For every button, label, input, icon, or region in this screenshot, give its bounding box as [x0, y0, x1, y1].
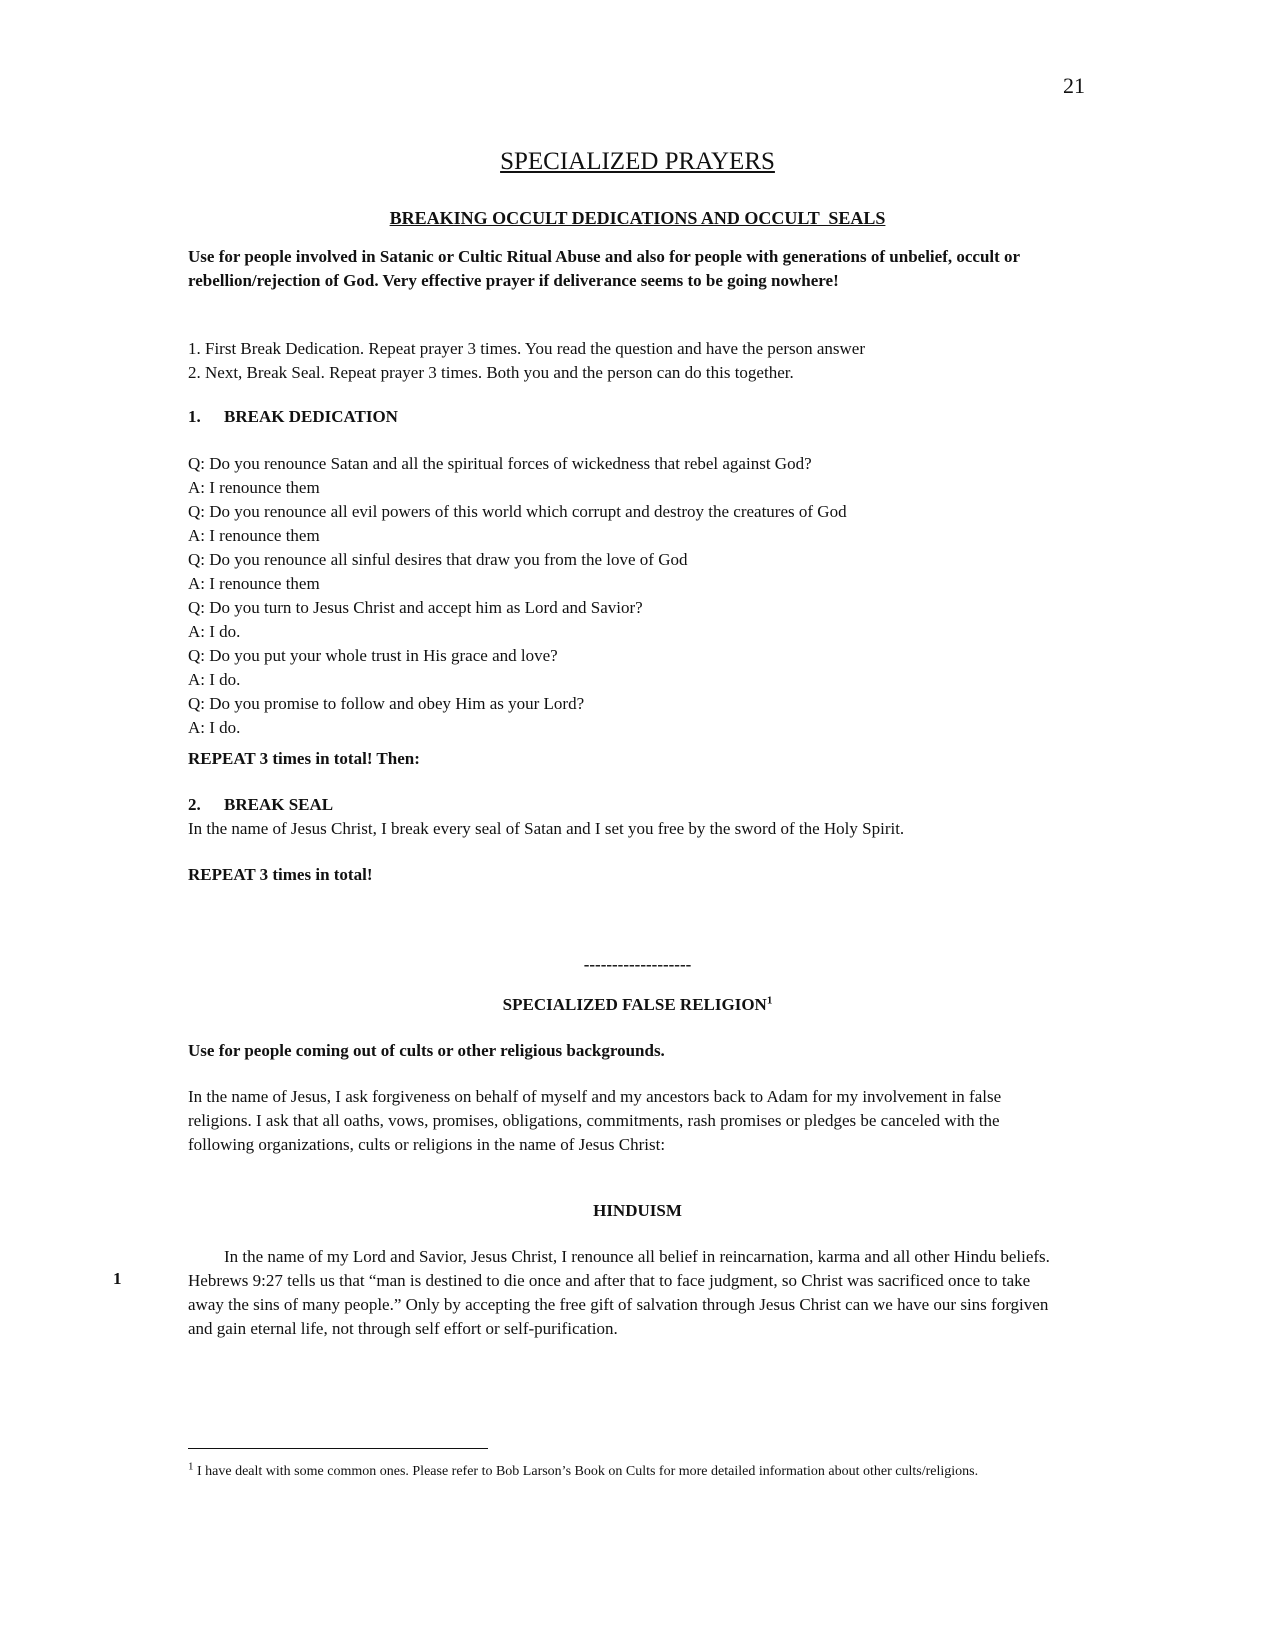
section-heading-label: BREAK DEDICATION [224, 407, 398, 426]
section-number: 1. [188, 407, 201, 426]
repeat-note: REPEAT 3 times in total! Then: [188, 749, 420, 768]
section-heading-label: BREAK SEAL [224, 795, 334, 814]
qa-line: A: I do. [188, 718, 241, 737]
break-seal-prayer: In the name of Jesus Christ, I break every seal of Satan and I set you free by the sword of the Holy Spirit. [188, 819, 905, 838]
footnote-marker: 1 [188, 1460, 194, 1473]
qa-line: A: I do. [188, 622, 241, 641]
section-number: 2. [188, 795, 201, 814]
qa-line: A: I renounce them [188, 574, 320, 593]
page-number: 21 [1063, 73, 1085, 98]
qa-line: A: I do. [188, 670, 241, 689]
qa-line: A: I renounce them [188, 526, 320, 545]
instruction-line: 1. First Break Dedication. Repeat prayer 3 times. You read the question and have the person answer [188, 339, 865, 358]
qa-line: A: I renounce them [188, 478, 320, 497]
section-heading-break-seal [188, 793, 1068, 817]
qa-line: Q: Do you renounce Satan and all the spiritual forces of wickedness that rebel against God? [188, 454, 812, 473]
section-divider: ------------------- [583, 955, 692, 974]
false-religion-intro: Use for people coming out of cults or other religious backgrounds. [188, 1041, 665, 1060]
qa-line: Q: Do you turn to Jesus Christ and accept him as Lord and Savior? [188, 598, 643, 617]
section-heading-break-dedication [188, 405, 1068, 429]
footnote-reference: 1 [766, 994, 773, 1007]
qa-list [188, 452, 1068, 740]
section-subtitle: BREAKING OCCULT DEDICATIONS AND OCCULT SEALS [389, 208, 886, 228]
false-religion-heading-label: SPECIALIZED FALSE RELIGION [502, 995, 767, 1014]
instruction-line: 2. Next, Break Seal. Repeat prayer 3 times. Both you and the person can do this together. [188, 363, 794, 382]
footnote-divider [188, 1448, 488, 1449]
page-title: SPECIALIZED PRAYERS [500, 148, 775, 175]
qa-line: Q: Do you promise to follow and obey Him as your Lord? [188, 694, 585, 713]
hinduism-prayer: In the name of my Lord and Savior, Jesus Christ, I renounce all belief in reincarnation, karma and all other Hindu beliefs. Hebrews 9:27 tells us that “man is destined to die once and after that to face judgment, so Christ was sacrificed once to take away the sins of many people.” Only by accepting the free gift of salvation through Jesus Christ can we have our sins forgiven and gain eternal life, not through self effort or self-purification. [188, 1247, 1050, 1338]
qa-line: Q: Do you put your whole trust in His grace and love? [188, 646, 558, 665]
qa-line: Q: Do you renounce all sinful desires that draw you from the love of God [188, 550, 688, 569]
footnote [188, 1462, 1048, 1482]
repeat-note: REPEAT 3 times in total! [188, 865, 373, 884]
false-religion-heading [0, 993, 1275, 1017]
hinduism-heading: HINDUISM [593, 1201, 682, 1220]
margin-number: 1 [113, 1269, 122, 1288]
false-religion-prayer: In the name of Jesus, I ask forgiveness on behalf of myself and my ancestors back to Adam for my involvement in false religions. I ask that all oaths, vows, promises, obligations, commitments, rash promises or pledges be canceled with the following organizations, cults or religions in the name of Jesus Christ: [188, 1087, 1002, 1154]
instructions-list [188, 337, 1068, 385]
qa-line: Q: Do you renounce all evil powers of this world which corrupt and destroy the creatures of God [188, 502, 847, 521]
footnote-text: I have dealt with some common ones. Please refer to Bob Larson’s Book on Cults for more detailed information about other cults/religions. [197, 1464, 979, 1479]
intro-paragraph: Use for people involved in Satanic or Cultic Ritual Abuse and also for people with generations of unbelief, occult or rebellion/rejection of God. Very effective prayer if deliverance seems to be going nowhere! [188, 247, 1020, 290]
